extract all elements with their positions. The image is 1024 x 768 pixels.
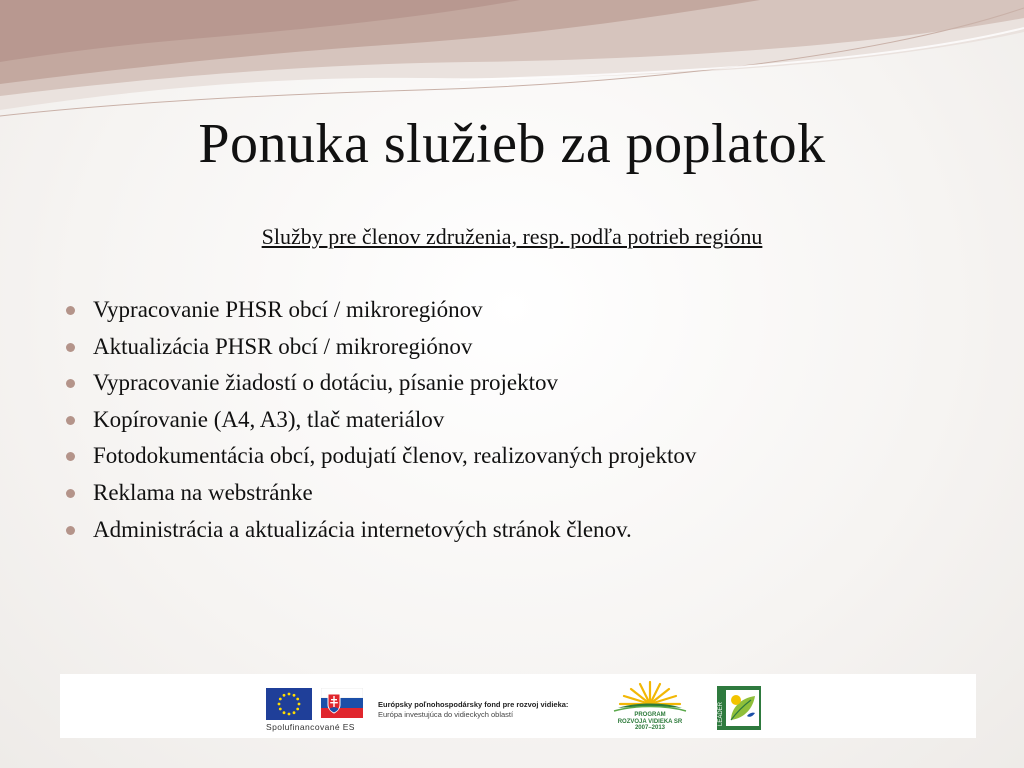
eu-flag-icon (266, 688, 312, 720)
bullet-icon (66, 416, 75, 425)
list-item (64, 438, 964, 475)
list-item (64, 365, 964, 402)
list-item (64, 329, 964, 366)
list-item-text: Fotodokumentácia obcí, podujatí členov, realizovaných projektov (93, 443, 697, 469)
fund-tagline: Európa investujúca do vidieckych oblastí (378, 710, 514, 719)
cofinanced-label: Spolufinancované ES (266, 722, 355, 732)
slide-title: Ponuka služieb za poplatok (198, 113, 826, 175)
list-item-text: Administrácia a aktualizácia internetových stránok členov. (93, 516, 632, 542)
leader-logo-icon (717, 686, 761, 730)
program-label: PROGRAM ROZVOJA VIDIEKA SR 2007–2013 (617, 712, 683, 731)
leader-label: LEADER (718, 701, 724, 726)
bullet-icon (66, 489, 75, 498)
list-item (64, 512, 964, 549)
footer-logo-strip (60, 674, 976, 738)
list-item-text: Aktualizácia PHSR obcí / mikroregiónov (93, 333, 473, 359)
bullet-icon (66, 526, 75, 535)
bullet-list (64, 292, 964, 548)
list-item-text: Kopírovanie (A4, A3), tlač materiálov (93, 406, 445, 432)
list-item-text: Reklama na webstránke (93, 479, 313, 505)
slovak-flag-icon (321, 688, 363, 718)
list-item (64, 475, 964, 512)
list-item (64, 402, 964, 439)
list-item-text: Vypracovanie PHSR obcí / mikroregiónov (93, 297, 483, 322)
list-item (64, 292, 964, 329)
bullet-icon (66, 306, 75, 315)
decorative-wave (0, 0, 1024, 120)
bullet-icon (66, 452, 75, 461)
fund-name: Európsky poľnohospodársky fond pre rozvoj vidieka: (378, 700, 569, 709)
bullet-icon (66, 343, 75, 352)
bullet-icon (66, 379, 75, 388)
slide-subtitle: Služby pre členov združenia, resp. podľa potrieb regiónu (261, 224, 763, 249)
list-item-text: Vypracovanie žiadostí o dotáciu, písanie projektov (93, 370, 558, 396)
